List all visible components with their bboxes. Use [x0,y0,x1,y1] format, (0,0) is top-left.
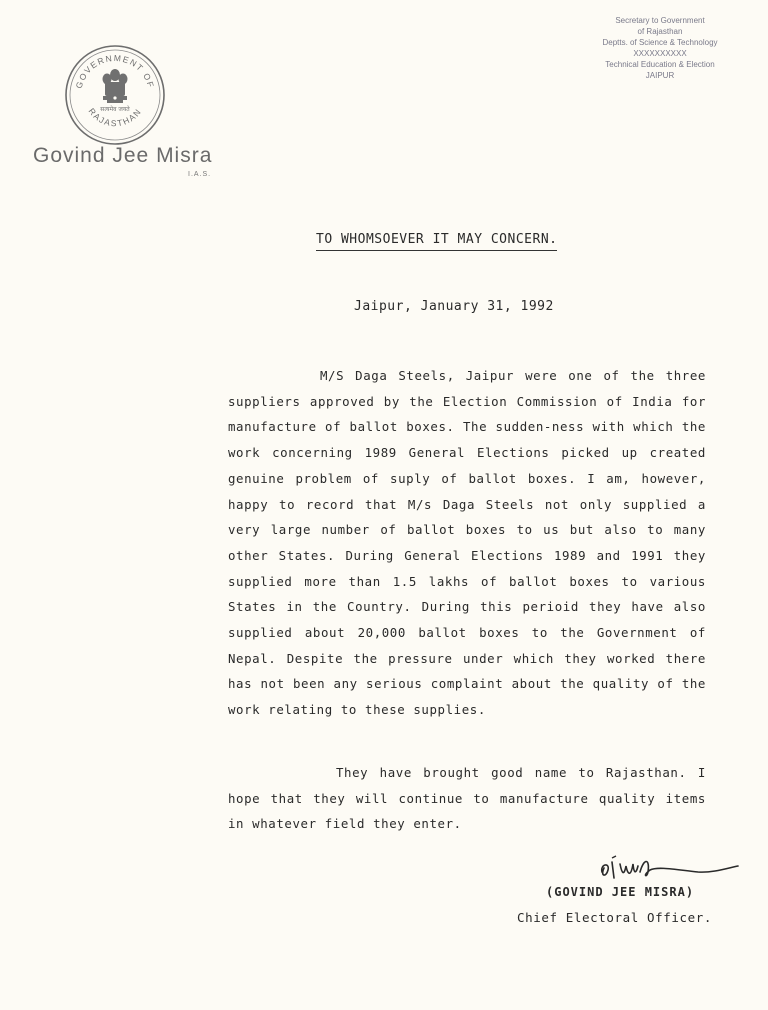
office-line-struck: XXXXXXXXXX [633,49,687,58]
signer-title: Chief Electoral Officer. [517,910,713,925]
seal-motto: सत्यमेव जयते [100,106,130,113]
office-line: Secretary to Government [615,16,705,25]
office-line: JAIPUR [645,71,675,80]
government-seal [63,43,167,147]
lion-capital-icon [103,69,128,103]
letter-heading: TO WHOMSOEVER IT MAY CONCERN. [316,232,557,251]
office-line: Deptts. of Science & Technology [602,38,718,47]
letter-paragraph: M/S Daga Steels, Jaipur were one of the three suppliers approved by the Election Commission of India for manufacture of ballot boxes. The sudden-ness with which the work concerning 1989 General Elections picked up created genuine problem of suply of ballot boxes. I am, however, happy to record that M/s Daga Steels not only supplied a very large number of ballot boxes to us but also to many other States. During General Elections 1989 and 1991 they supplied more than 1.5 lakhs of ballot boxes to various States in the Country. During this perioid they have also supplied about 20,000 ballot boxes to the Government of Nepal. Despite the pressure under which they worked there has not been any serious complaint about the quality of the work relating to these supplies. [228,368,706,718]
office-line: of Rajasthan [637,27,683,36]
seal-outer-text: GOVERNMENT OF [73,52,157,90]
seal-emblem-icon [63,43,167,147]
signer-name: (GOVIND JEE MISRA) [546,885,695,899]
seal-lower-text: RAJASTHAN [86,106,144,129]
letterhead-name: Govind Jee Misra [33,144,213,167]
letterhead-qualification: I.A.S. [188,171,212,178]
office-address-block [590,15,730,81]
letter-paragraph: They have brought good name to Rajasthan. I hope that they will continue to manufacture quality items in whatever field they enter. [228,765,706,832]
handwritten-signature [598,852,748,886]
signature-icon [598,852,748,886]
office-line: Technical Education & Election [605,60,715,69]
letter-dateline: Jaipur, January 31, 1992 [354,299,554,314]
